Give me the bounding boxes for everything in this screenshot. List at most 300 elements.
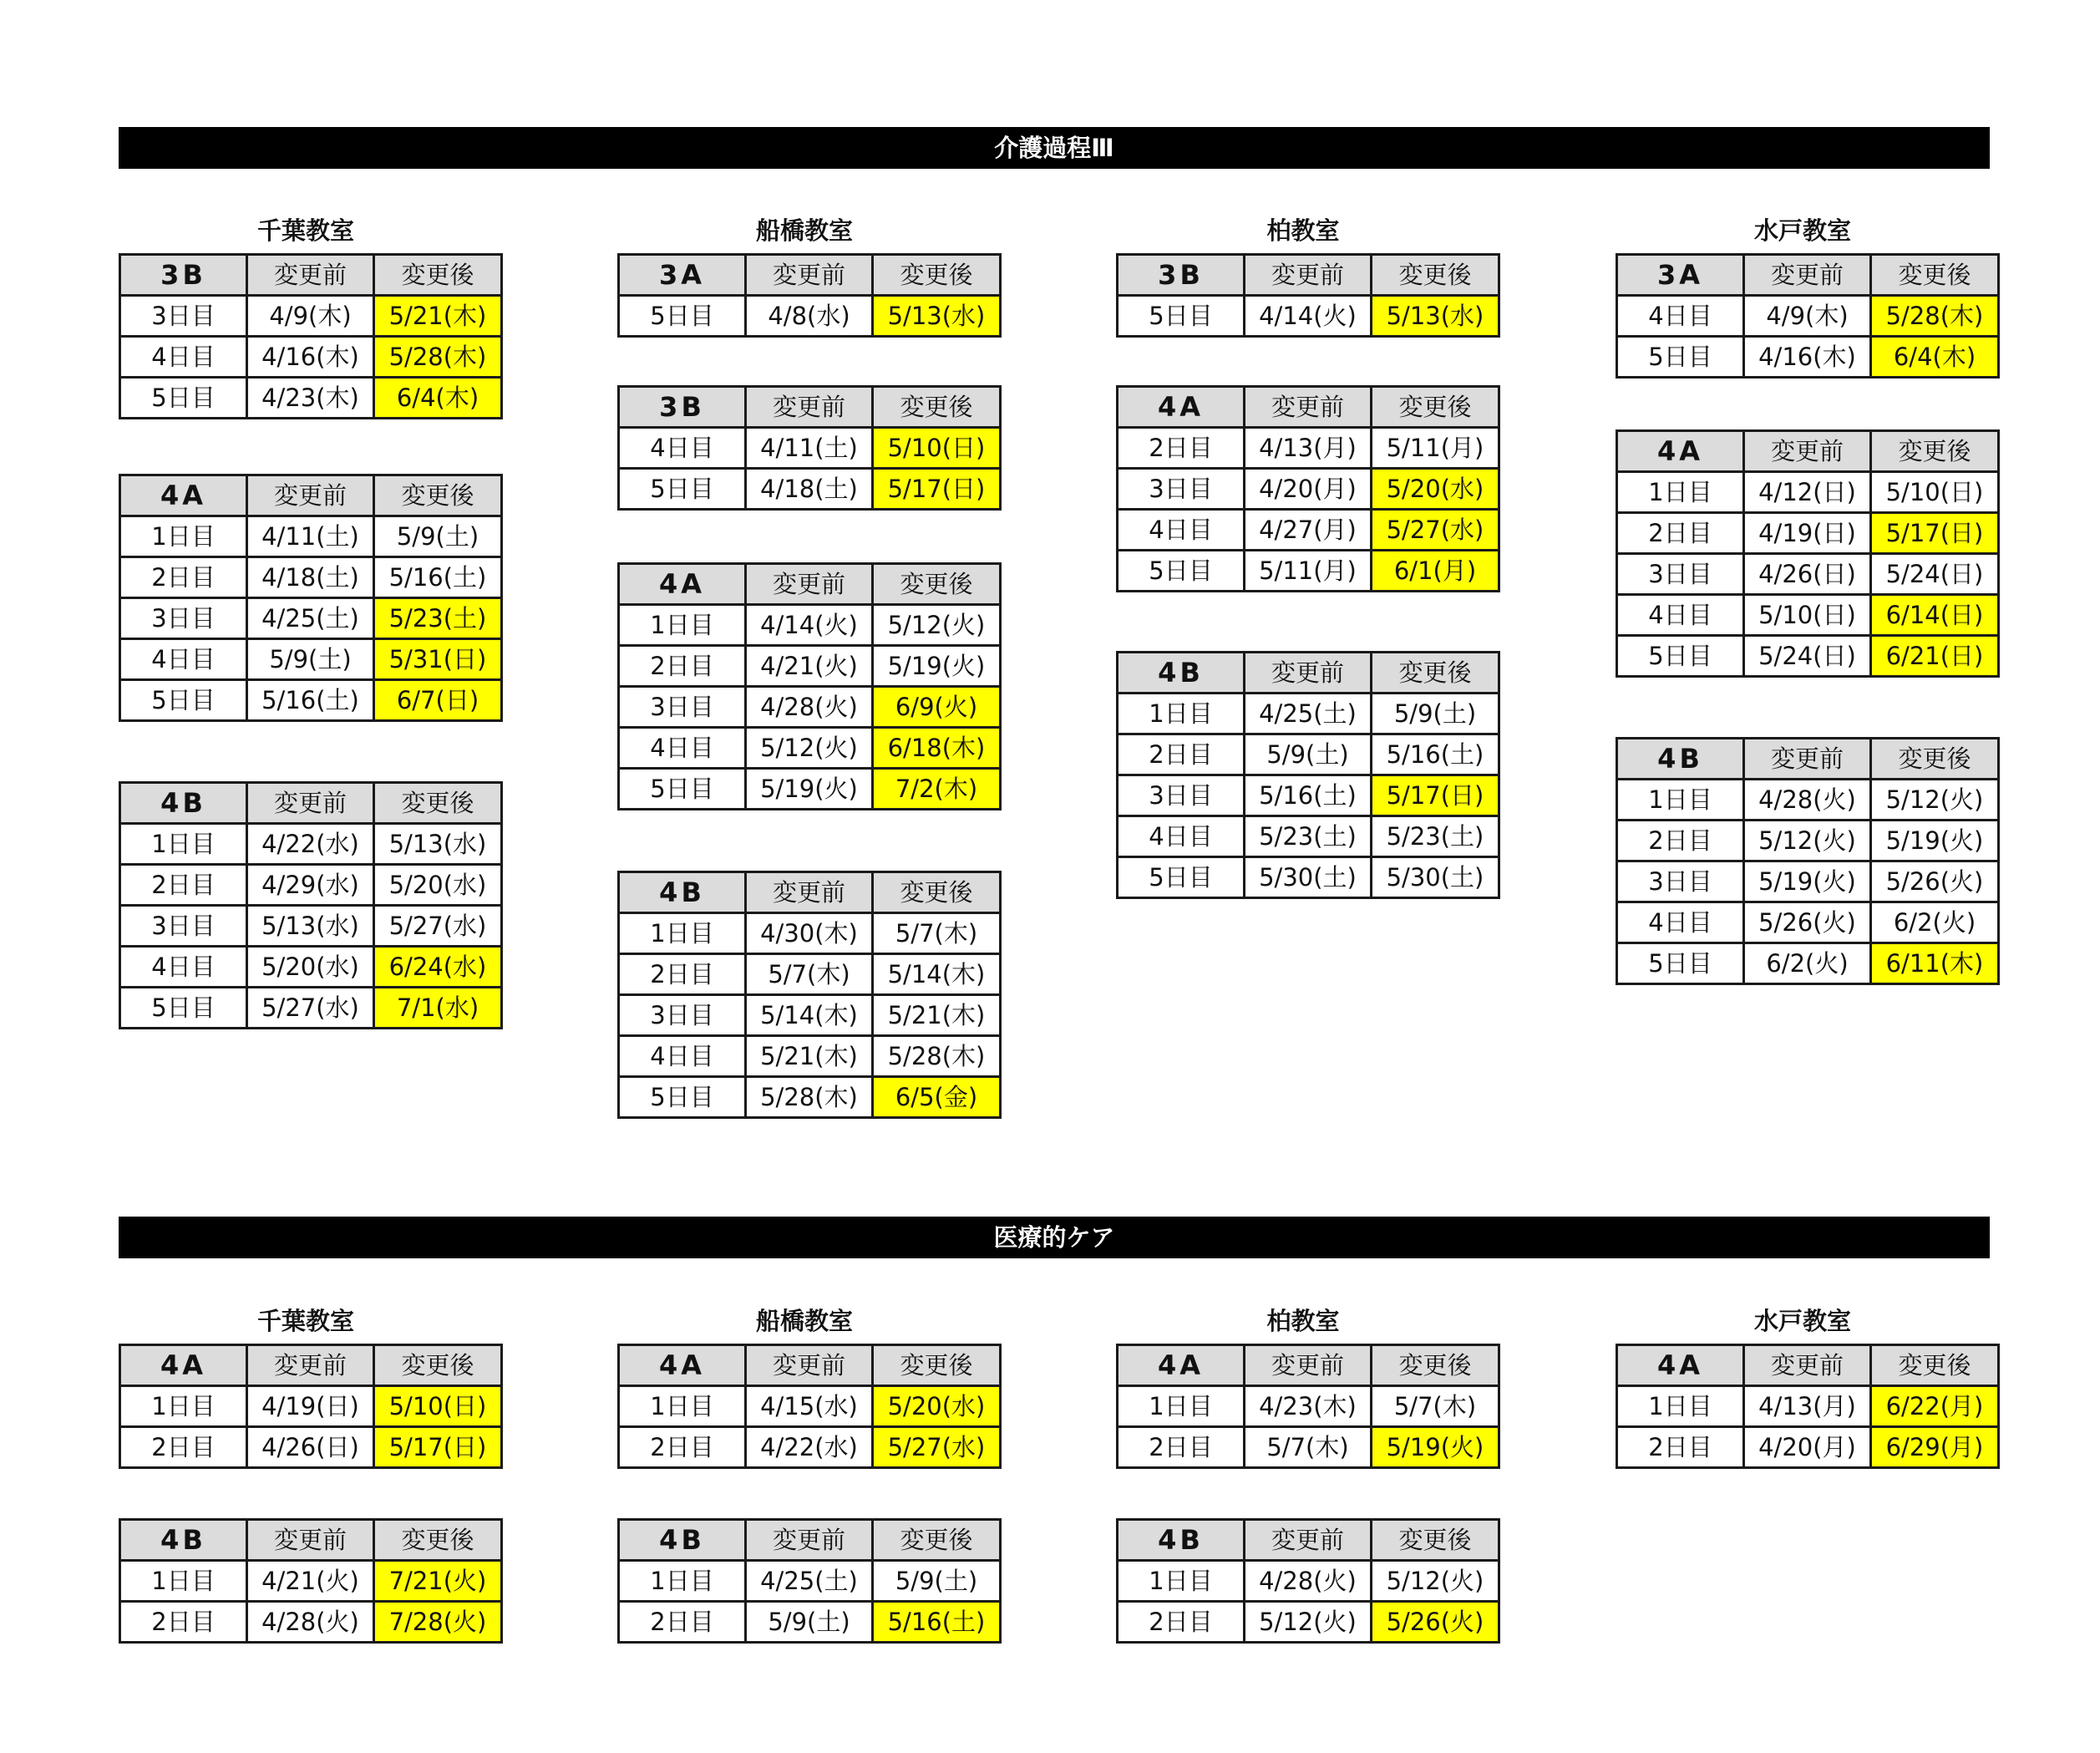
header-after: 変更後 <box>1372 255 1499 296</box>
table-row <box>619 728 1001 769</box>
group-label: 4B <box>120 783 247 824</box>
after-date-cell: 5/13(水) <box>374 824 502 865</box>
day-cell: 4日目 <box>1118 510 1245 551</box>
header-before: 変更前 <box>1245 1520 1372 1561</box>
day-cell: 4日目 <box>1118 816 1245 857</box>
header-after: 変更後 <box>1871 431 1999 472</box>
group-label: 4B <box>1118 653 1245 694</box>
group-label: 3B <box>619 387 746 428</box>
table-row <box>619 1602 1001 1643</box>
before-date-cell: 5/7(木) <box>746 954 873 995</box>
table-row <box>1118 857 1499 898</box>
before-date-cell: 5/20(水) <box>247 947 374 988</box>
group-label: 3B <box>120 255 247 296</box>
schedule-table <box>617 1518 1002 1644</box>
day-cell: 5日目 <box>1118 296 1245 337</box>
schedule-table <box>617 562 1002 810</box>
header-before: 変更前 <box>1245 255 1372 296</box>
table-header-row <box>1118 1520 1499 1561</box>
after-date-cell: 5/30(土) <box>1372 857 1499 898</box>
after-date-cell-highlighted: 6/7(日) <box>374 680 502 721</box>
after-date-cell-highlighted: 6/1(月) <box>1372 551 1499 592</box>
after-date-cell: 5/12(火) <box>1372 1561 1499 1602</box>
after-date-cell-highlighted: 6/24(水) <box>374 947 502 988</box>
header-after: 変更後 <box>1372 1345 1499 1386</box>
before-date-cell: 4/28(火) <box>1245 1561 1372 1602</box>
schedule-table <box>617 253 1002 338</box>
table-header-row <box>619 1520 1001 1561</box>
header-after: 変更後 <box>873 387 1001 428</box>
schedule-table <box>617 385 1002 511</box>
schedule-table <box>617 871 1002 1119</box>
before-date-cell: 4/11(土) <box>247 516 374 557</box>
day-cell: 1日目 <box>120 1561 247 1602</box>
table-row <box>1617 1427 1999 1468</box>
before-date-cell: 5/9(土) <box>247 639 374 680</box>
day-cell: 2日目 <box>1617 513 1744 554</box>
table-row <box>120 680 502 721</box>
before-date-cell: 5/12(火) <box>1245 1602 1372 1643</box>
table-row <box>619 995 1001 1036</box>
before-date-cell: 4/20(月) <box>1245 469 1372 510</box>
table-header-row <box>1118 255 1499 296</box>
day-cell: 3日目 <box>619 687 746 728</box>
day-cell: 5日目 <box>619 296 746 337</box>
header-before: 変更前 <box>1744 255 1871 296</box>
group-label: 4A <box>120 1345 247 1386</box>
day-cell: 1日目 <box>1617 1386 1744 1427</box>
after-date-cell-highlighted: 5/28(木) <box>374 337 502 378</box>
table-row <box>1118 296 1499 337</box>
after-date-cell: 5/9(土) <box>873 1561 1001 1602</box>
table-row <box>1617 902 1999 943</box>
after-date-cell-highlighted: 6/18(木) <box>873 728 1001 769</box>
header-before: 変更前 <box>1245 387 1372 428</box>
day-cell: 2日目 <box>120 1427 247 1468</box>
campus-title: 千葉教室 <box>256 1307 354 1335</box>
schedule-table <box>119 253 503 419</box>
table-row <box>619 296 1001 337</box>
table-row <box>120 1427 502 1468</box>
before-date-cell: 4/21(火) <box>746 646 873 687</box>
schedule-table <box>1616 1344 2000 1469</box>
day-cell: 4日目 <box>1617 296 1744 337</box>
after-date-cell-highlighted: 5/20(水) <box>1372 469 1499 510</box>
table-row <box>120 378 502 419</box>
table-row <box>1617 513 1999 554</box>
after-date-cell-highlighted: 6/4(木) <box>1871 337 1999 378</box>
table-header-row <box>1118 1345 1499 1386</box>
day-cell: 5日目 <box>1617 943 1744 984</box>
table-header-row <box>1617 739 1999 780</box>
table-row <box>619 1561 1001 1602</box>
before-date-cell: 4/19(日) <box>1744 513 1871 554</box>
day-cell: 3日目 <box>1118 469 1245 510</box>
table-row <box>1118 1427 1499 1468</box>
day-cell: 4日目 <box>120 947 247 988</box>
table-row <box>1617 861 1999 902</box>
table-row <box>619 605 1001 646</box>
before-date-cell: 5/16(土) <box>247 680 374 721</box>
before-date-cell: 5/13(水) <box>247 906 374 947</box>
day-cell: 2日目 <box>1617 821 1744 861</box>
after-date-cell: 5/16(土) <box>1372 734 1499 775</box>
table-row <box>619 1036 1001 1077</box>
day-cell: 4日目 <box>619 728 746 769</box>
header-after: 変更後 <box>873 564 1001 605</box>
day-cell: 4日目 <box>1617 595 1744 636</box>
day-cell: 2日目 <box>1118 1427 1245 1468</box>
after-date-cell: 5/27(水) <box>374 906 502 947</box>
table-row <box>619 1386 1001 1427</box>
table-row <box>619 646 1001 687</box>
day-cell: 2日目 <box>1118 734 1245 775</box>
after-date-cell-highlighted: 5/28(木) <box>1871 296 1999 337</box>
header-before: 変更前 <box>1744 431 1871 472</box>
before-date-cell: 4/28(火) <box>746 687 873 728</box>
before-date-cell: 4/11(土) <box>746 428 873 469</box>
table-row <box>1617 595 1999 636</box>
day-cell: 5日目 <box>120 680 247 721</box>
after-date-cell: 5/16(土) <box>374 557 502 598</box>
schedule-table <box>1116 385 1500 592</box>
table-header-row <box>120 475 502 516</box>
before-date-cell: 4/25(土) <box>247 598 374 639</box>
before-date-cell: 4/28(火) <box>247 1602 374 1643</box>
header-after: 変更後 <box>374 1345 502 1386</box>
table-row <box>1118 816 1499 857</box>
section-title-bar: 医療的ケア <box>119 1217 1990 1258</box>
after-date-cell-highlighted: 5/27(水) <box>1372 510 1499 551</box>
group-label: 4A <box>1617 431 1744 472</box>
day-cell: 2日目 <box>619 1427 746 1468</box>
before-date-cell: 4/28(火) <box>1744 780 1871 821</box>
after-date-cell-highlighted: 5/17(日) <box>374 1427 502 1468</box>
before-date-cell: 5/27(水) <box>247 988 374 1029</box>
campus-title: 船橋教室 <box>755 216 853 245</box>
header-before: 変更前 <box>746 564 873 605</box>
table-row <box>120 988 502 1029</box>
before-date-cell: 5/30(土) <box>1245 857 1372 898</box>
header-after: 変更後 <box>873 1520 1001 1561</box>
table-header-row <box>120 1520 502 1561</box>
day-cell: 5日目 <box>120 988 247 1029</box>
before-date-cell: 5/28(木) <box>746 1077 873 1118</box>
day-cell: 3日目 <box>1617 554 1744 595</box>
group-label: 3A <box>619 255 746 296</box>
table-row <box>1118 551 1499 592</box>
header-before: 変更前 <box>1245 653 1372 694</box>
group-label: 4A <box>1118 1345 1245 1386</box>
after-date-cell: 5/19(火) <box>873 646 1001 687</box>
day-cell: 1日目 <box>619 1561 746 1602</box>
table-header-row <box>1118 387 1499 428</box>
section-title-bar: 介護過程Ⅲ <box>119 127 1990 169</box>
schedule-table <box>1116 1518 1500 1644</box>
before-date-cell: 4/30(木) <box>746 913 873 954</box>
campus-title: 船橋教室 <box>755 1307 853 1335</box>
table-row <box>1617 821 1999 861</box>
schedule-table <box>1616 429 2000 678</box>
header-before: 変更前 <box>247 1520 374 1561</box>
after-date-cell: 5/20(水) <box>374 865 502 906</box>
group-label: 4A <box>120 475 247 516</box>
after-date-cell-highlighted: 5/17(日) <box>873 469 1001 510</box>
after-date-cell: 5/11(月) <box>1372 428 1499 469</box>
day-cell: 1日目 <box>1617 780 1744 821</box>
header-after: 変更後 <box>1871 1345 1999 1386</box>
table-header-row <box>619 872 1001 913</box>
group-label: 3A <box>1617 255 1744 296</box>
table-row <box>619 469 1001 510</box>
after-date-cell: 5/12(火) <box>1871 780 1999 821</box>
table-row <box>1617 472 1999 513</box>
day-cell: 3日目 <box>120 906 247 947</box>
before-date-cell: 5/23(土) <box>1245 816 1372 857</box>
header-after: 変更後 <box>374 1520 502 1561</box>
table-row <box>1118 775 1499 816</box>
after-date-cell-highlighted: 5/19(火) <box>1372 1427 1499 1468</box>
day-cell: 1日目 <box>619 1386 746 1427</box>
before-date-cell: 5/19(火) <box>1744 861 1871 902</box>
after-date-cell-highlighted: 5/17(日) <box>1871 513 1999 554</box>
table-row <box>120 1386 502 1427</box>
after-date-cell: 5/10(日) <box>1871 472 1999 513</box>
after-date-cell: 5/21(木) <box>873 995 1001 1036</box>
after-date-cell-highlighted: 6/14(日) <box>1871 595 1999 636</box>
before-date-cell: 4/13(月) <box>1744 1386 1871 1427</box>
after-date-cell: 5/7(木) <box>1372 1386 1499 1427</box>
table-header-row <box>120 783 502 824</box>
before-date-cell: 5/12(火) <box>1744 821 1871 861</box>
before-date-cell: 4/16(木) <box>247 337 374 378</box>
day-cell: 2日目 <box>619 1602 746 1643</box>
after-date-cell: 5/12(火) <box>873 605 1001 646</box>
table-row <box>1617 337 1999 378</box>
header-before: 変更前 <box>1245 1345 1372 1386</box>
after-date-cell: 5/28(木) <box>873 1036 1001 1077</box>
after-date-cell-highlighted: 7/2(木) <box>873 769 1001 810</box>
after-date-cell-highlighted: 5/27(水) <box>873 1427 1001 1468</box>
day-cell: 2日目 <box>1617 1427 1744 1468</box>
schedule-table <box>1116 253 1500 338</box>
day-cell: 3日目 <box>120 296 247 337</box>
table-row <box>120 947 502 988</box>
day-cell: 2日目 <box>619 646 746 687</box>
table-row <box>120 1602 502 1643</box>
header-before: 変更前 <box>746 872 873 913</box>
after-date-cell: 5/9(土) <box>374 516 502 557</box>
before-date-cell: 4/18(土) <box>746 469 873 510</box>
table-row <box>619 954 1001 995</box>
before-date-cell: 5/9(土) <box>746 1602 873 1643</box>
before-date-cell: 4/14(火) <box>746 605 873 646</box>
after-date-cell-highlighted: 5/10(日) <box>374 1386 502 1427</box>
day-cell: 1日目 <box>1118 1561 1245 1602</box>
table-row <box>619 428 1001 469</box>
schedule-table <box>1616 253 2000 379</box>
day-cell: 3日目 <box>120 598 247 639</box>
after-date-cell: 5/24(日) <box>1871 554 1999 595</box>
header-after: 変更後 <box>1372 653 1499 694</box>
after-date-cell-highlighted: 6/29(月) <box>1871 1427 1999 1468</box>
day-cell: 1日目 <box>619 913 746 954</box>
header-before: 変更前 <box>247 475 374 516</box>
day-cell: 1日目 <box>120 1386 247 1427</box>
schedule-table <box>119 1344 503 1469</box>
table-header-row <box>1617 431 1999 472</box>
campus-title: 水戸教室 <box>1753 216 1851 245</box>
table-row <box>120 598 502 639</box>
day-cell: 5日目 <box>1617 636 1744 677</box>
day-cell: 1日目 <box>1118 1386 1245 1427</box>
table-row <box>1118 1602 1499 1643</box>
campus-title: 柏教室 <box>1266 216 1340 245</box>
before-date-cell: 4/20(月) <box>1744 1427 1871 1468</box>
after-date-cell: 5/26(火) <box>1871 861 1999 902</box>
table-row <box>1617 636 1999 677</box>
before-date-cell: 4/18(土) <box>247 557 374 598</box>
after-date-cell: 5/19(火) <box>1871 821 1999 861</box>
header-after: 変更後 <box>1372 1520 1499 1561</box>
day-cell: 5日目 <box>120 378 247 419</box>
after-date-cell-highlighted: 7/21(火) <box>374 1561 502 1602</box>
table-header-row <box>1617 1345 1999 1386</box>
before-date-cell: 5/10(日) <box>1744 595 1871 636</box>
before-date-cell: 4/23(木) <box>247 378 374 419</box>
before-date-cell: 4/25(土) <box>1245 694 1372 734</box>
before-date-cell: 4/9(木) <box>247 296 374 337</box>
day-cell: 4日目 <box>619 1036 746 1077</box>
before-date-cell: 4/27(月) <box>1245 510 1372 551</box>
header-before: 変更前 <box>746 255 873 296</box>
before-date-cell: 5/11(月) <box>1245 551 1372 592</box>
table-row <box>619 1427 1001 1468</box>
day-cell: 2日目 <box>1118 1602 1245 1643</box>
table-row <box>1617 296 1999 337</box>
table-row <box>1118 734 1499 775</box>
before-date-cell: 5/7(木) <box>1245 1427 1372 1468</box>
table-header-row <box>619 564 1001 605</box>
after-date-cell-highlighted: 5/31(日) <box>374 639 502 680</box>
header-before: 変更前 <box>1744 739 1871 780</box>
day-cell: 1日目 <box>120 824 247 865</box>
table-header-row <box>120 255 502 296</box>
header-before: 変更前 <box>247 1345 374 1386</box>
table-row <box>1617 943 1999 984</box>
after-date-cell-highlighted: 6/21(日) <box>1871 636 1999 677</box>
before-date-cell: 5/24(日) <box>1744 636 1871 677</box>
table-header-row <box>1617 255 1999 296</box>
table-row <box>619 913 1001 954</box>
day-cell: 1日目 <box>1118 694 1245 734</box>
table-row <box>1617 554 1999 595</box>
schedule-table <box>617 1344 1002 1469</box>
schedule-table <box>119 1518 503 1644</box>
table-row <box>619 687 1001 728</box>
after-date-cell: 5/23(土) <box>1372 816 1499 857</box>
before-date-cell: 4/23(木) <box>1245 1386 1372 1427</box>
before-date-cell: 4/25(土) <box>746 1561 873 1602</box>
header-after: 変更後 <box>374 475 502 516</box>
after-date-cell: 5/9(土) <box>1372 694 1499 734</box>
header-before: 変更前 <box>746 387 873 428</box>
after-date-cell-highlighted: 6/5(金) <box>873 1077 1001 1118</box>
campus-title: 千葉教室 <box>256 216 354 245</box>
before-date-cell: 5/26(火) <box>1744 902 1871 943</box>
after-date-cell-highlighted: 6/9(火) <box>873 687 1001 728</box>
day-cell: 2日目 <box>120 865 247 906</box>
before-date-cell: 5/16(土) <box>1245 775 1372 816</box>
day-cell: 4日目 <box>619 428 746 469</box>
table-row <box>120 639 502 680</box>
day-cell: 3日目 <box>1617 861 1744 902</box>
group-label: 4B <box>619 872 746 913</box>
table-header-row <box>120 1345 502 1386</box>
schedule-table <box>119 474 503 722</box>
header-before: 変更前 <box>247 783 374 824</box>
table-row <box>619 1077 1001 1118</box>
day-cell: 2日目 <box>120 1602 247 1643</box>
after-date-cell-highlighted: 5/20(水) <box>873 1386 1001 1427</box>
before-date-cell: 4/12(日) <box>1744 472 1871 513</box>
table-row <box>1118 1561 1499 1602</box>
after-date-cell-highlighted: 5/17(日) <box>1372 775 1499 816</box>
table-row <box>120 296 502 337</box>
before-date-cell: 4/26(日) <box>247 1427 374 1468</box>
table-row <box>1118 469 1499 510</box>
table-row <box>1118 694 1499 734</box>
before-date-cell: 4/15(水) <box>746 1386 873 1427</box>
table-row <box>1118 1386 1499 1427</box>
after-date-cell-highlighted: 6/4(木) <box>374 378 502 419</box>
day-cell: 2日目 <box>619 954 746 995</box>
schedule-table <box>1116 651 1500 899</box>
after-date-cell: 5/7(木) <box>873 913 1001 954</box>
schedule-table <box>1116 1344 1500 1469</box>
table-row <box>120 865 502 906</box>
day-cell: 5日目 <box>619 1077 746 1118</box>
header-after: 変更後 <box>1372 387 1499 428</box>
before-date-cell: 4/8(水) <box>746 296 873 337</box>
day-cell: 5日目 <box>1118 857 1245 898</box>
table-row <box>1118 428 1499 469</box>
campus-title: 柏教室 <box>1266 1307 1340 1335</box>
day-cell: 1日目 <box>1617 472 1744 513</box>
after-date-cell-highlighted: 5/26(火) <box>1372 1602 1499 1643</box>
day-cell: 3日目 <box>619 995 746 1036</box>
table-row <box>120 516 502 557</box>
after-date-cell-highlighted: 7/28(火) <box>374 1602 502 1643</box>
after-date-cell: 5/14(木) <box>873 954 1001 995</box>
header-before: 変更前 <box>746 1520 873 1561</box>
header-before: 変更前 <box>1744 1345 1871 1386</box>
before-date-cell: 4/26(日) <box>1744 554 1871 595</box>
day-cell: 4日目 <box>120 337 247 378</box>
header-after: 変更後 <box>374 255 502 296</box>
day-cell: 3日目 <box>1118 775 1245 816</box>
table-row <box>1118 510 1499 551</box>
before-date-cell: 6/2(火) <box>1744 943 1871 984</box>
group-label: 3B <box>1118 255 1245 296</box>
before-date-cell: 5/21(木) <box>746 1036 873 1077</box>
table-row <box>1617 1386 1999 1427</box>
after-date-cell-highlighted: 6/11(木) <box>1871 943 1999 984</box>
before-date-cell: 4/14(火) <box>1245 296 1372 337</box>
header-before: 変更前 <box>247 255 374 296</box>
group-label: 4B <box>120 1520 247 1561</box>
day-cell: 5日目 <box>619 469 746 510</box>
